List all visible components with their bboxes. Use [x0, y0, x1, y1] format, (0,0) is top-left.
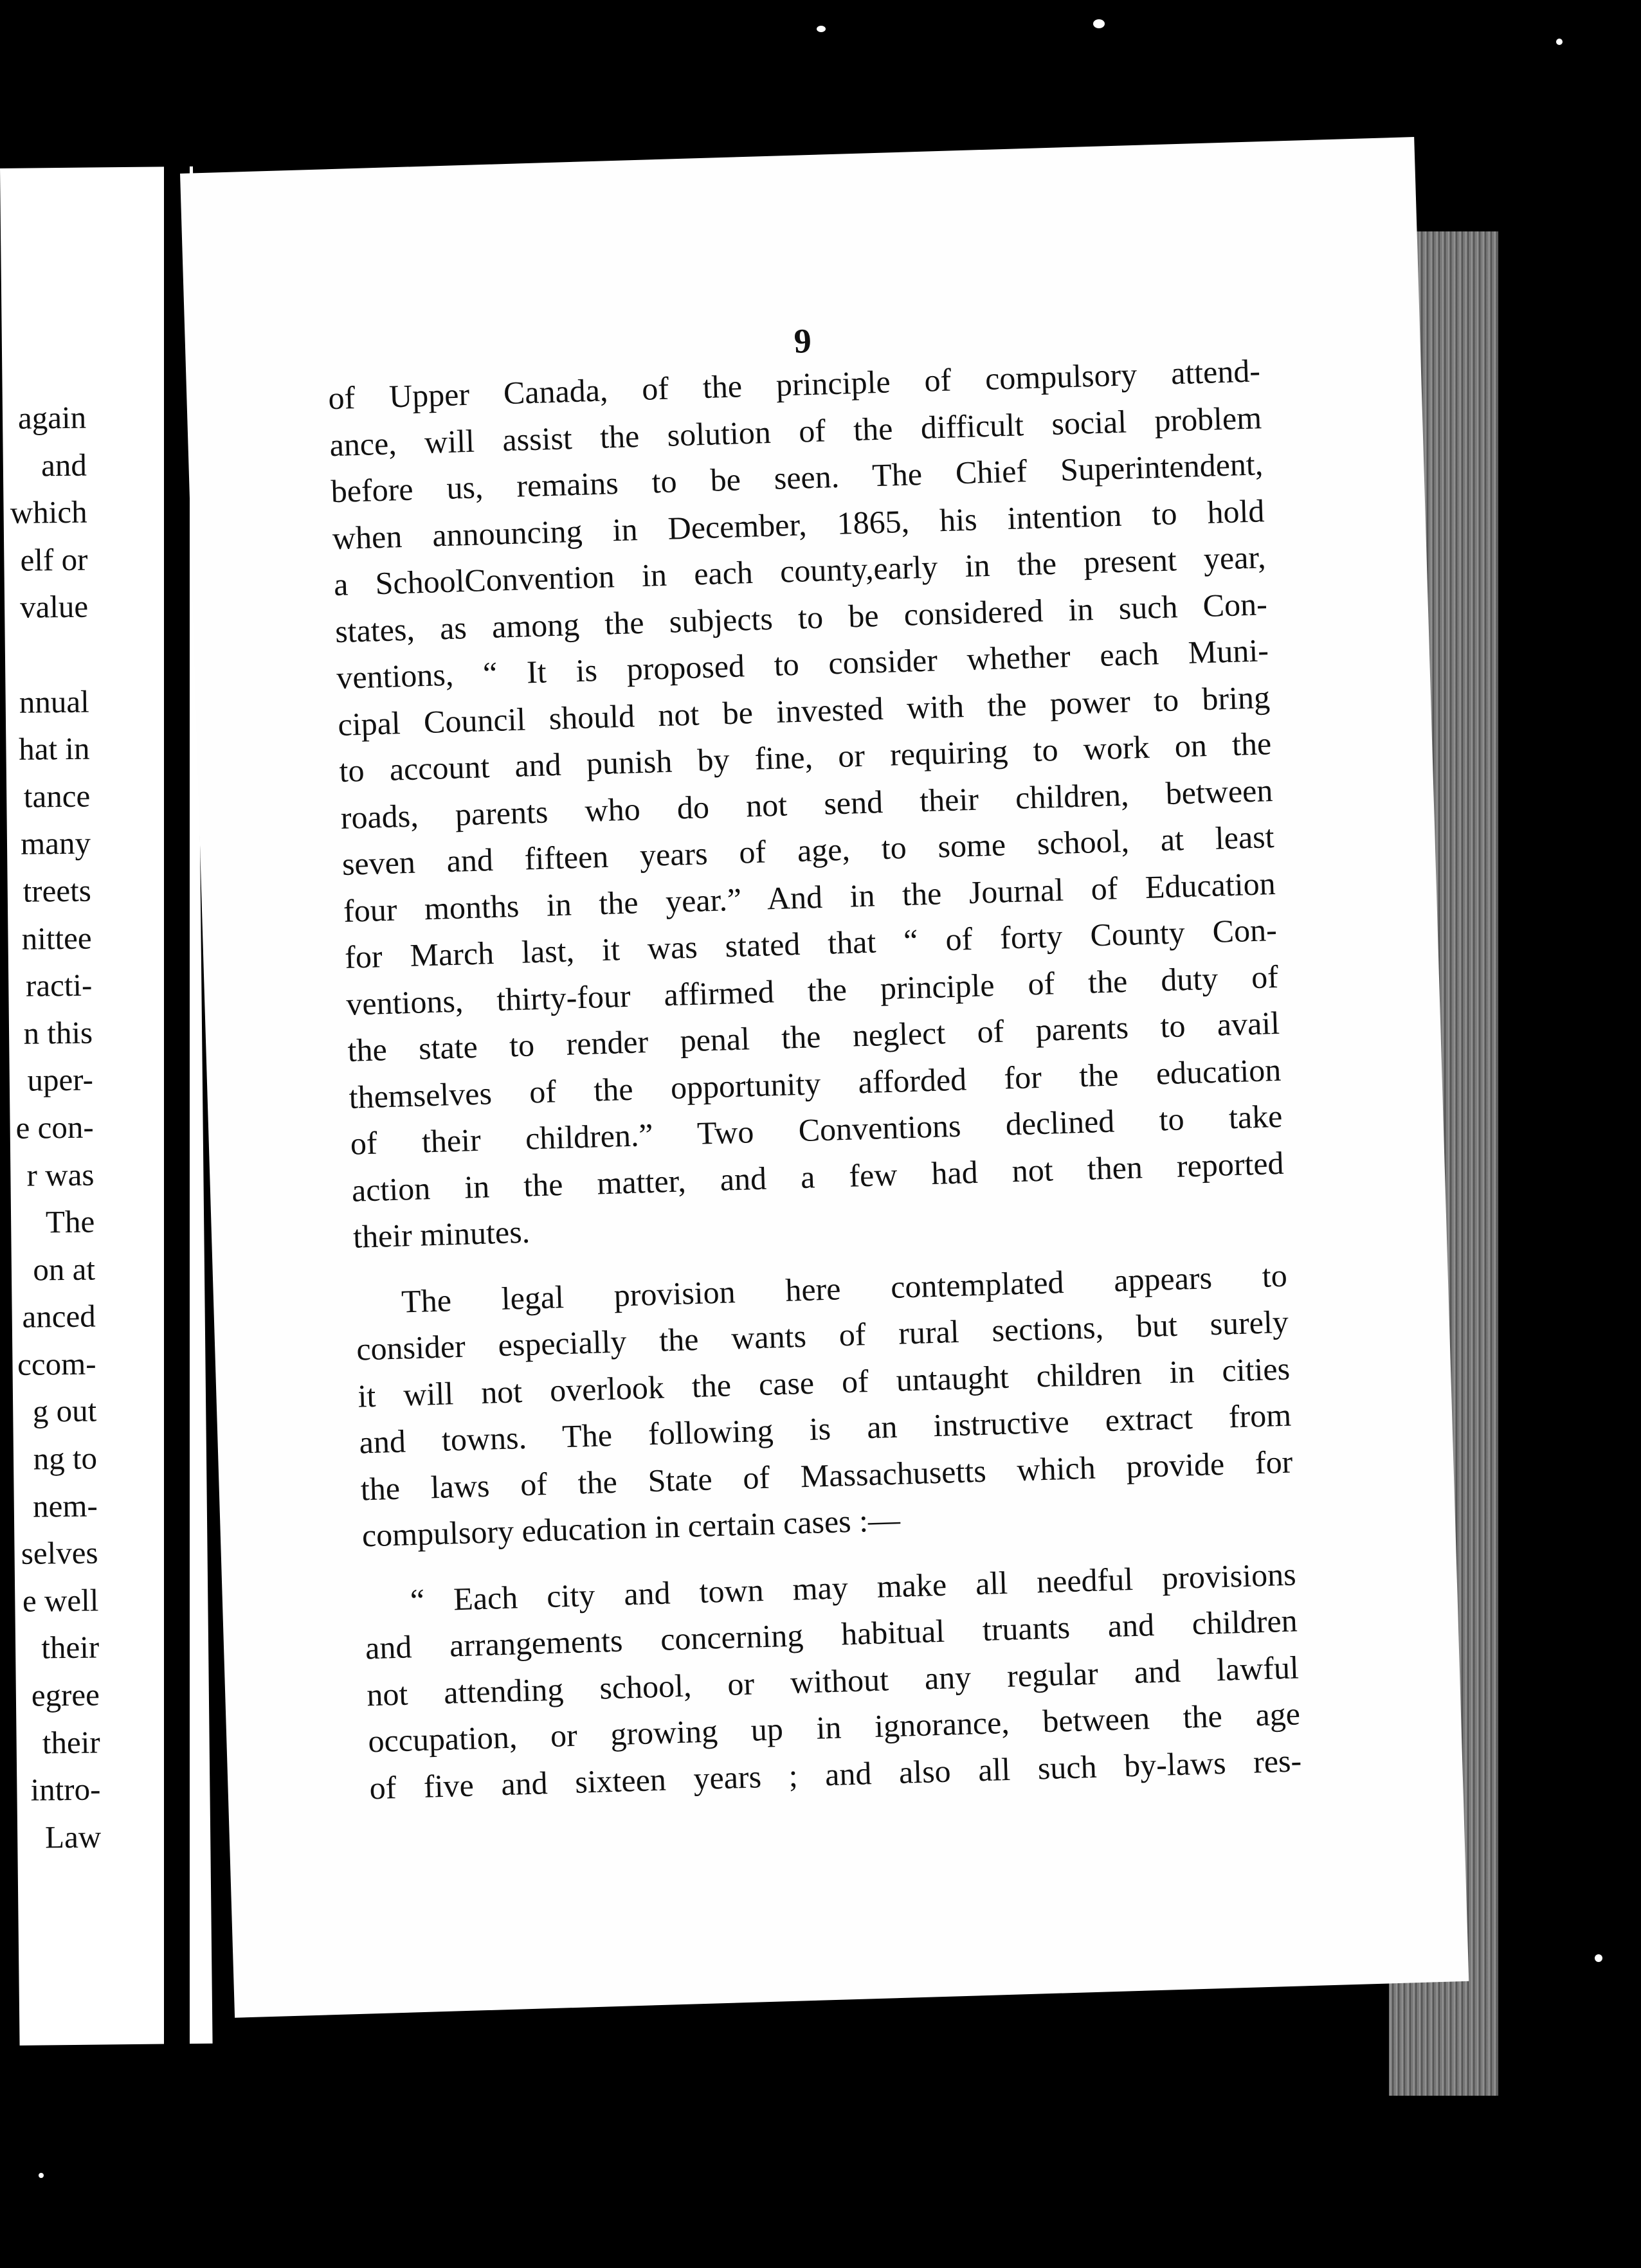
paragraph	[363, 1551, 1302, 1811]
text-line: the state to render penal the neglect of parents to avail	[347, 1004, 1280, 1068]
facing-line: The	[45, 1203, 95, 1240]
facing-line: value	[19, 588, 89, 626]
text-line: a SchoolConvention in each county,early in the present year,	[333, 539, 1267, 603]
facing-line: Law	[44, 1819, 102, 1855]
text-line: ance, will assist the solution of the difficult social problem	[329, 399, 1262, 463]
facing-line: selves	[21, 1534, 98, 1572]
text-line: The legal provision here contemplated appears to	[401, 1257, 1288, 1320]
facing-line: nem-	[32, 1488, 98, 1524]
book-gutter	[164, 148, 190, 2064]
facing-line: nittee	[21, 920, 92, 957]
scan-speck	[817, 26, 826, 32]
text-line: four months in the year.” And in the Journal of Education	[343, 865, 1276, 929]
facing-line: again	[17, 399, 87, 436]
facing-line: egree	[31, 1677, 100, 1713]
text-line: themselves of the opportunity afforded for the education	[348, 1051, 1282, 1115]
text-line: not attending school, or without any regular and lawful	[366, 1648, 1300, 1713]
facing-line	[5, 631, 89, 679]
text-line: cipal Council should not be invested with the power to bring	[337, 678, 1271, 742]
facing-line: and	[41, 447, 87, 483]
text-line: ventions, thirty-four affirmed the principle of the duty of	[345, 958, 1279, 1022]
text-line: it will not overlook the case of untaught children in cities	[357, 1350, 1291, 1414]
facing-line: which	[10, 494, 87, 531]
facing-line: many	[20, 825, 91, 862]
text-line: of five and sixteen years ; and also all such by-laws res-	[368, 1742, 1302, 1806]
facing-line: e well	[22, 1582, 99, 1619]
scan-speck	[1556, 39, 1563, 45]
facing-line: intro-	[30, 1771, 101, 1808]
facing-line: racti-	[25, 967, 93, 1004]
facing-line: tance	[23, 778, 91, 815]
page-number: 9	[793, 321, 812, 361]
scan-speck	[1093, 19, 1105, 28]
facing-line: on at	[33, 1251, 96, 1288]
facing-line: their	[42, 1724, 100, 1761]
text-line: when announcing in December, 1865, his intention to hold	[332, 492, 1265, 556]
paragraph	[354, 1252, 1294, 1559]
text-line: occupation, or growing up in ignorance, between the age	[367, 1695, 1301, 1760]
facing-line: ccom-	[17, 1346, 96, 1382]
text-line: states, as among the subjects to be considered in such Con-	[334, 585, 1268, 649]
text-line: of Upper Canada, of the principle of compulsory attend-	[327, 352, 1261, 417]
facing-line: anced	[22, 1298, 96, 1335]
book-page	[180, 137, 1469, 2018]
text-line: and arrangements concerning habitual truants and children	[365, 1602, 1298, 1666]
facing-line: uper-	[27, 1061, 94, 1098]
text-line: roads, parents who do not send their children, between	[340, 771, 1274, 836]
facing-line: their	[41, 1629, 100, 1666]
text-line: consider especially the wants of rural sections, but surely	[356, 1303, 1289, 1367]
text-line: for March last, it was stated that “ of forty County Con-	[344, 911, 1278, 975]
text-line: “ Each city and town may make all needful provisions	[410, 1555, 1297, 1618]
text-line: seven and fifteen years of age, to some school, at least	[341, 818, 1275, 882]
text-line: to account and punish by fine, or requiring to work on the	[338, 725, 1272, 789]
text-line: ventions, “ It is proposed to consider whether each Muni-	[336, 632, 1269, 696]
facing-line: hat in	[18, 730, 90, 767]
text-line: action in the matter, and a few had not then reported	[351, 1144, 1285, 1209]
text-line: and towns. The following is an instructive extract from	[358, 1396, 1292, 1461]
facing-line: e con-	[15, 1109, 94, 1146]
text-line: compulsory education in certain cases :—	[361, 1501, 901, 1554]
facing-line: n this	[23, 1014, 93, 1051]
facing-line: r was	[26, 1156, 95, 1193]
scan-speck	[1595, 1954, 1602, 1962]
facing-line: elf or	[20, 541, 88, 578]
page-body	[327, 347, 1302, 1811]
facing-line: ng to	[33, 1440, 98, 1477]
text-line: the laws of the State of Massachusetts which provide for	[359, 1443, 1294, 1508]
paragraph	[327, 347, 1285, 1260]
scan-speck	[39, 2173, 44, 2178]
text-line: before us, remains to be seen. The Chief Superintendent,	[330, 446, 1264, 510]
text-line: of their children.” Two Conventions declined to take	[350, 1097, 1283, 1162]
facing-line: g out	[32, 1393, 97, 1430]
text-line: their minutes.	[352, 1213, 530, 1255]
facing-page-text	[3, 394, 102, 1862]
facing-line: nnual	[19, 683, 89, 720]
facing-line: treets	[23, 872, 92, 909]
